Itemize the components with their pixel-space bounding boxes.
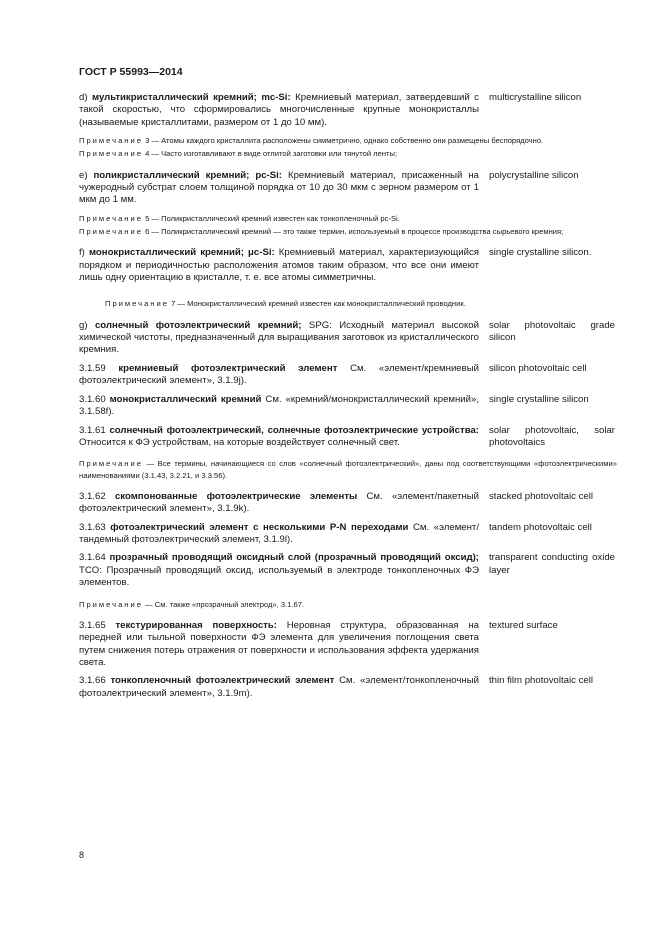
term-english: transparent conducting oxide layer [489, 552, 615, 576]
term-english: textured surface [489, 619, 558, 631]
term-entry: g) солнечный фотоэлектрический кремний; SPG: Исходный материал высокой химической чистоты, предназначенный для выращивания заготовок из кристаллического кремния. solar photovoltaic grade silicon [79, 319, 615, 356]
term-entry: 3.1.65 текстурированная поверхность: Неровная структура, образованная на передней или тыльной поверхности ФЭ элемента для увеличения поглощения света путем снижения потерь отражения от поверхности и использования эффекта удержания света. textured surface [79, 620, 617, 670]
term-entry: e) поликристаллический кремний; pc-Si: Кремниевый материал, присаженный на чужеродный субстрат слоем толщиной порядка от 10 до 30 мкм с зерном размером от 1 мкм до 1 мм. polycrystalline silicon [79, 170, 617, 207]
term-english: single crystalline silicon. [489, 247, 592, 259]
term-entry: 3.1.64 прозрачный проводящий оксидный слой (прозрачный проводящий оксид); TCO: Прозрачный проводящий оксид, используемый в электроде тонкопленочных ФЭ элементов. transparent conducting oxide layer [79, 552, 615, 589]
term-definition: SPG: Исходный материал высокой химической чистоты, предназначенный для выращивания заготовок из кристаллического кремния. [79, 319, 479, 356]
term-definition: См. «элемент/тандемный фотоэлектрический элемент, 3.1.9l). [79, 521, 479, 545]
term-entry: 3.1.60 монокристаллический кремний См. «кремний/монокристаллический кремний», 3.1.58f). single crystalline silicon [79, 394, 617, 419]
page-number: 8 [79, 850, 85, 860]
term-definition: Кремниевый материал, присаженный на чужеродный субстрат слоем толщиной порядка от 10 до 30 мкм с зерном размером от 1 мкм до 1 мм. [79, 169, 480, 206]
term-entry: 3.1.62 скомпонованные фотоэлектрические элементы См. «элемент/пакетный фотоэлектрический элемент», 3.1.9k). stacked photovoltaic cell [79, 491, 617, 516]
term-entry: 3.1.63 фотоэлектрический элемент с несколькими P-N переходами См. «элемент/тандемный фотоэлектрический элемент, 3.1.9l). tandem photovoltaic cell [79, 522, 617, 547]
term-definition: Относится к ФЭ устройствам, на которые воздействует солнечный свет. [79, 436, 400, 448]
note: Примечание — Все термины, начинающиеся со слов «солнечный фотоэлектрический», даны под соответствующими «фотоэлектрическими» наименованиями (3.1.43, 3.2.21, и 3.3.56). [79, 459, 617, 480]
term-entry: d) мультикристаллический кремний; mc-Si: Кремниевый материал, затвердевший с такой скоростью, что сформировались многочисленные крупные монокристаллы (называемые кристаллитами, размером от 1 до 10 мм). multicrystalline silicon [79, 92, 617, 129]
document-header: ГОСТ Р 55993—2014 [79, 66, 183, 78]
term-title: прозрачный проводящий оксидный слой (прозрачный проводящий оксид); [109, 552, 479, 564]
term-english: stacked photovoltaic cell [489, 490, 593, 502]
term-english: silicon photovoltaic cell [489, 362, 587, 374]
term-english: tandem photovoltaic cell [489, 521, 592, 533]
term-title: солнечный фотоэлектрический, солнечные фотоэлектрические устройства: [109, 424, 480, 436]
term-definition: Неровная структура, образованная на передней или тыльной поверхности ФЭ элемента для увеличения поглощения света путем снижения потерь отражения от поверхности и использования эффекта удержания света. [79, 619, 480, 668]
term-entry: 3.1.66 тонкопленочный фотоэлектрический элемент См. «элемент/тонкопленочный фотоэлектрический элемент», 3.1.9m). thin film photovoltaic cell [79, 675, 617, 700]
note: Примечание 6 — Поликристаллический кремний — это также термин, используемый в процессе производства сырьевого кремния; [79, 227, 564, 237]
note: Примечание 7 — Монокристаллический кремний известен как монокристаллический проводник. [105, 299, 466, 309]
term-english: solar photovoltaic, solar photovoltaics [489, 424, 615, 448]
term-entry: 3.1.61 солнечный фотоэлектрический, солнечные фотоэлектрические устройства: Относится к ФЭ устройствам, на которые воздействует солнечный свет. solar photovoltaic, solar photovoltaics [79, 424, 615, 448]
term-entry: 3.1.59 кремниевый фотоэлектрический элемент См. «элемент/кремниевый фотоэлектрический элемент», 3.1.9j). silicon photovoltaic cell [79, 363, 617, 388]
term-title: скомпонованные фотоэлектрические элементы [114, 490, 358, 502]
term-title: фотоэлектрический элемент с несколькими P-N переходами [110, 521, 409, 533]
term-english: multicrystalline silicon [489, 92, 582, 103]
note: Примечание 4 — Часто изготавливают в виде отлитой заготовки или тянутой ленты; [79, 149, 398, 159]
term-title: солнечный фотоэлектрический кремний; [94, 319, 302, 331]
term-title: мультикристаллический кремний; mc-Si: [92, 92, 291, 103]
term-title: кремниевый фотоэлектрический элемент [118, 362, 338, 374]
term-english: thin film photovoltaic cell [489, 675, 593, 687]
term-entry: f) монокристаллический кремний; μc-Si: Кремниевый материал, характеризующийся порядком и периодичностью расположения атомов таким образом, что все они имеют лишь одну ориентацию в кристалле, т. е. все атомы симметричны. single crystalline silicon. [79, 247, 617, 284]
term-title: монокристаллический кремний; μc-Si: [88, 247, 275, 259]
document-body [79, 92, 617, 706]
term-definition: Кремниевый материал, характеризующийся порядком и периодичностью расположения атомов таким образом, что все они имеют лишь одну ориентацию в кристалле, т. е. все атомы симметричны. [79, 247, 479, 284]
term-title: монокристаллический кремний [109, 393, 262, 405]
term-definition: TCO: Прозрачный проводящий оксид, используемый в электроде тонкопленочных ФЭ элементов. [79, 564, 479, 589]
note: Примечание 3 — Атомы каждого кристаллита расположены симметрично, однако собственно они размещены беспорядочно. [79, 136, 544, 146]
term-definition: См. «элемент/пакетный фотоэлектрический элемент», 3.1.9k). [79, 490, 480, 515]
term-english: polycrystalline silicon [489, 169, 579, 181]
note: Примечание — См. также «прозрачный электрод», 3.1.67. [79, 599, 305, 609]
term-definition: См. «элемент/кремниевый фотоэлектрический элемент», 3.1.9j). [79, 362, 479, 387]
term-definition: Кремниевый материал, затвердевший с такой скоростью, что сформировались многочисленные крупные монокристаллы (называемые кристаллитами, размером от 1 до 10 мм). [79, 92, 479, 128]
term-definition: См. «элемент/тонкопленочный фотоэлектрический элемент», 3.1.9m). [79, 675, 479, 699]
term-title: тонкопленочный фотоэлектрический элемент [110, 675, 335, 687]
note: Примечание 5 — Поликристаллический кремний известен как тонкопленочный pc-Si. [79, 213, 400, 223]
term-definition: См. «кремний/монокристаллический кремний», 3.1.58f). [79, 393, 480, 418]
term-english: single crystalline silicon [489, 393, 589, 405]
term-english: solar photovoltaic grade silicon [489, 319, 615, 344]
term-title: текстурированная поверхность: [115, 619, 277, 631]
term-title: поликристаллический кремний; pc-Si: [93, 169, 283, 181]
